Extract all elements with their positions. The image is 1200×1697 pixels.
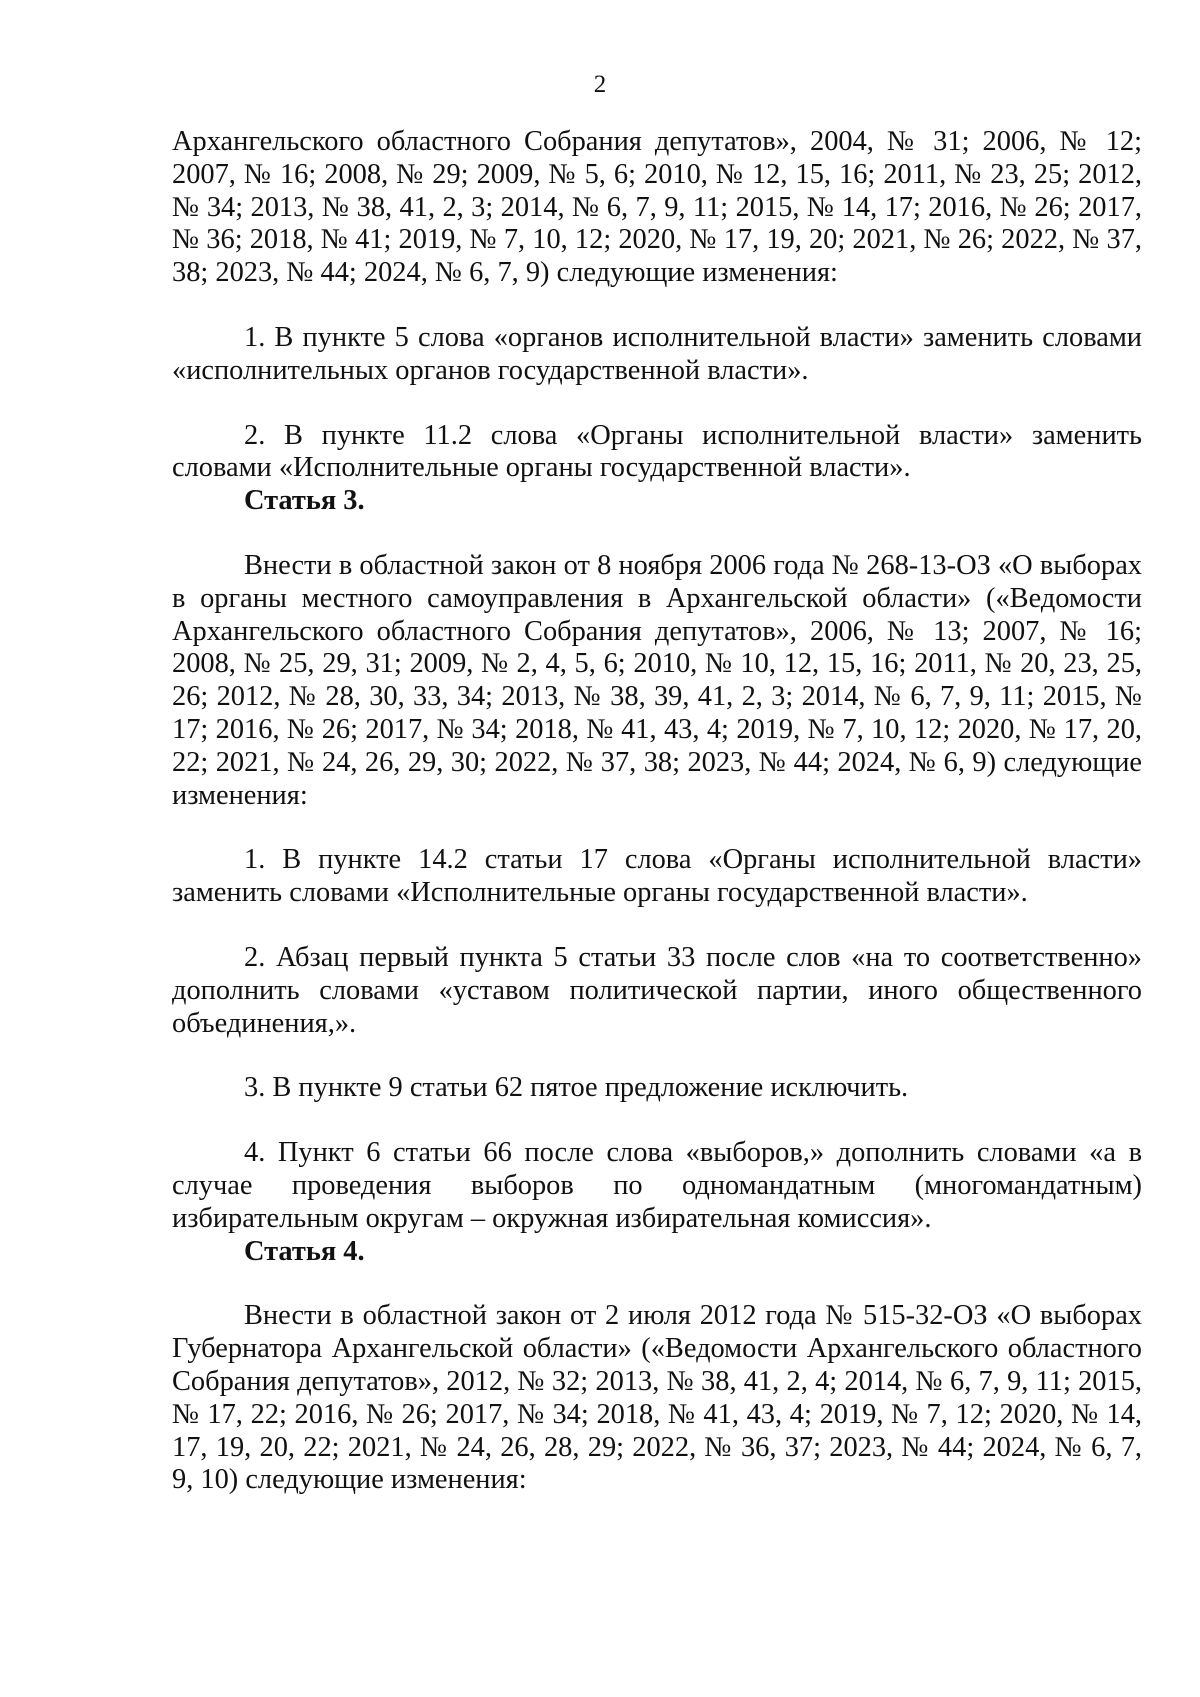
page-number: 2 [593,71,607,98]
article-3-item-4: 4. Пункт 6 статьи 66 после слова «выборов,» дополнить словами «а в случае проведения выборов по одномандатным (многомандатным) избирательным округам – окружная избирательная комиссия». [172,1137,1142,1234]
article-4-heading: Статья 4. [244,1235,365,1267]
article-3-item-2: 2. Абзац первый пункта 5 статьи 33 после слов «на то соответственно» дополнить словами «уставом политической партии, иного общественного объединения,». [172,941,1142,1039]
article-3-heading: Статья 3. [244,485,365,517]
article-2-item-2: 2. В пункте 11.2 слова «Органы исполнительной власти» заменить словами «Исполнительные органы государственной власти». [172,419,1142,484]
article-3-intro: Внести в областной закон от 8 ноября 2006 года № 268-13-ОЗ «О выборах в органы местного самоуправления в Архангельской области» («Ведомости Архангельского областного Собрания депутатов», 2006, № 13; 2007, № 16; 2008, № 25, 29, 31; 2009, № 2, 4, 5, 6; 2010, № 10, 12, 15, 16; 2011, № 20, 23, 25, 26; 2012, № 28, 30, 33, 34; 2013, № 38, 39, 41, 2, 3; 2014, № 6, 7, 9, 11; 2015, № 17; 2016, № 26; 2017, № 34; 2018, № 41, 43, 4; 2019, № 7, 10, 12; 2020, № 17, 20, 22; 2021, № 24, 26, 29, 30; 2022, № 37, 38; 2023, № 44; 2024, № 6, 9) следующие изменения: [172,549,1142,811]
article-3-item-1: 1. В пункте 14.2 статьи 17 слова «Органы исполнительной власти» заменить словами «Исполнительные органы государственной власти». [172,844,1142,909]
article-2-item-1: 1. В пункте 5 слова «органов исполнительной власти» заменить словами «исполнительных органов государственной власти». [172,321,1142,386]
article-3-item-3: 3. В пункте 9 статьи 62 пятое предложение исключить. [244,1072,909,1104]
article-4-intro: Внести в областной закон от 2 июля 2012 года № 515-32-ОЗ «О выборах Губернатора Архангельской области» («Ведомости Архангельского областного Собрания депутатов», 2012, № 32; 2013, № 38, 41, 2, 4; 2014, № 6, 7, 9, 11; 2015, № 17, 22; 2016, № 26; 2017, № 34; 2018, № 41, 43, 4; 2019, № 7, 12; 2020, № 14, 17, 19, 20, 22; 2021, № 24, 26, 28, 29; 2022, № 36, 37; 2023, № 44; 2024, № 6, 7, 9, 10) следующие изменения: [172,1300,1142,1496]
document-body [172,126,1142,1497]
article-2-intro-continuation: Архангельского областного Собрания депутатов», 2004, № 31; 2006, № 12; 2007, № 16; 2008, № 29; 2009, № 5, 6; 2010, № 12, 15, 16; 2011, № 23, 25; 2012, № 34; 2013, № 38, 41, 2, 3; 2014, № 6, 7, 9, 11; 2015, № 14, 17; 2016, № 26; 2017, № 36; 2018, № 41; 2019, № 7, 10, 12; 2020, № 17, 19, 20; 2021, № 26; 2022, № 37, 38; 2023, № 44; 2024, № 6, 7, 9) следующие изменения: [172,126,1142,289]
